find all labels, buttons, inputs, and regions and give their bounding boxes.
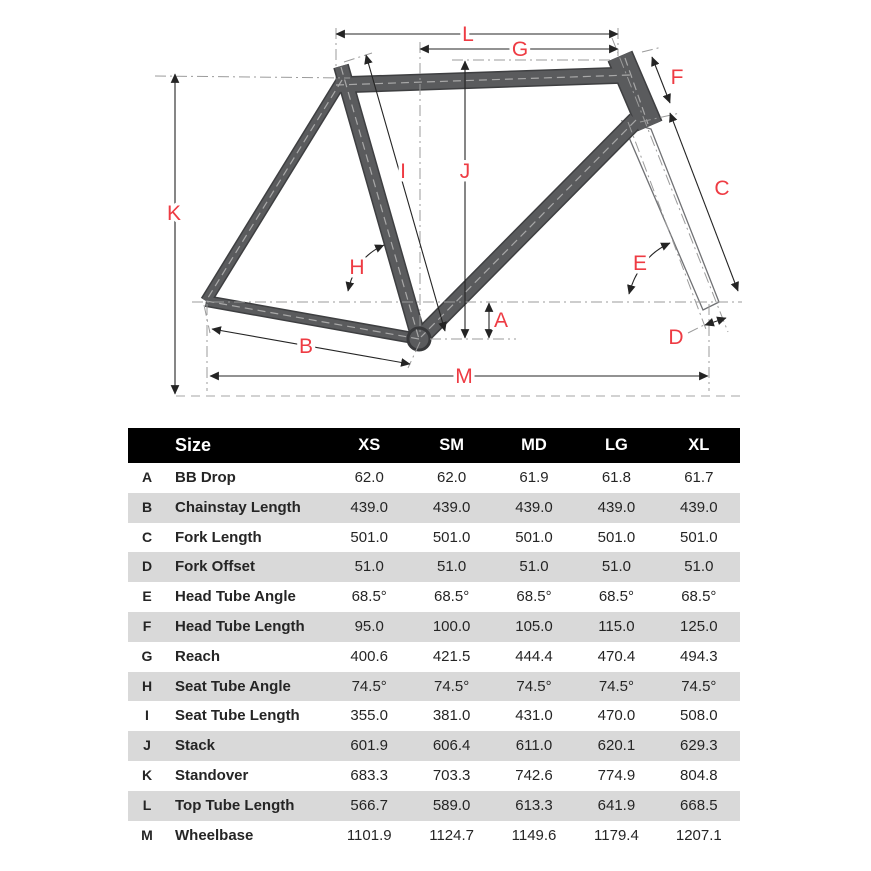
row-value: 421.5 [432, 647, 471, 665]
row-name: Stack [175, 737, 216, 755]
row-value: 61.7 [684, 469, 714, 486]
row-letter: E [142, 588, 152, 605]
row-value: 620.1 [597, 737, 636, 755]
row-value: 431.0 [515, 707, 553, 725]
row-value: 494.3 [680, 647, 718, 665]
dim-label-k: K [166, 202, 182, 225]
row-value: 601.9 [350, 737, 388, 755]
row-value: 1149.6 [511, 826, 557, 844]
row-name: BB Drop [175, 469, 236, 486]
row-name: Chainstay Length [175, 498, 301, 516]
row-value: 444.4 [515, 647, 553, 665]
row-value: 62.0 [354, 469, 384, 486]
row-letter: G [141, 647, 153, 664]
table-row [128, 761, 740, 791]
table-row [128, 463, 740, 493]
row-value: 1124.7 [429, 826, 474, 844]
dim-label-a: A [493, 309, 509, 332]
row-value: 74.5° [351, 677, 387, 695]
row-name: Head Tube Length [175, 617, 305, 635]
table-row [128, 701, 740, 731]
row-letter: J [143, 737, 151, 754]
row-letter: I [145, 707, 149, 724]
row-letter: F [142, 617, 152, 634]
row-value: 381.0 [432, 707, 471, 725]
dim-label-e: E [632, 252, 648, 275]
dim-fork-offset-D [705, 318, 726, 325]
row-letter: C [141, 528, 153, 545]
header-letter-spacer [128, 428, 166, 463]
row-value: 439.0 [680, 498, 718, 516]
table-row [128, 523, 740, 553]
table-row [128, 552, 740, 582]
row-value: 100.0 [432, 617, 471, 635]
dim-label-m: M [455, 365, 473, 388]
row-value: 1101.9 [346, 826, 392, 844]
row-value: 105.0 [515, 617, 553, 635]
row-value: 439.0 [432, 498, 471, 516]
table-row [128, 791, 740, 821]
col-header-xl: XL [688, 436, 710, 454]
row-value: 501.0 [350, 528, 388, 546]
row-value: 68.5° [434, 588, 470, 606]
row-name: Top Tube Length [175, 796, 295, 814]
row-name: Fork Offset [175, 558, 256, 576]
table-row [128, 612, 740, 642]
dim-label-g: G [511, 38, 529, 61]
frame-tubes [206, 56, 650, 350]
row-letter: D [141, 558, 153, 575]
row-value: 566.7 [350, 796, 388, 814]
row-name: Seat Tube Length [175, 707, 300, 725]
head-tube [620, 56, 650, 126]
frame-geometry-diagram [0, 0, 871, 420]
row-value: 115.0 [598, 617, 635, 635]
row-value: 470.4 [597, 647, 636, 665]
table-row [128, 493, 740, 523]
row-letter: L [142, 796, 152, 813]
table-body [128, 463, 740, 850]
table-row [128, 672, 740, 702]
row-value: 61.8 [601, 469, 632, 486]
dim-label-j: J [459, 160, 471, 183]
row-value: 606.4 [432, 737, 471, 755]
row-value: 589.0 [432, 796, 471, 814]
dim-label-c: C [714, 177, 730, 200]
col-header-lg: LG [604, 436, 628, 454]
row-letter: A [141, 469, 153, 485]
dim-label-f: F [670, 66, 684, 89]
row-value: 439.0 [350, 498, 388, 516]
row-name: Fork Length [175, 528, 262, 546]
row-name: Head Tube Angle [175, 588, 296, 606]
row-value: 501.0 [432, 528, 471, 546]
row-value: 62.0 [437, 469, 467, 486]
row-value: 439.0 [597, 498, 636, 516]
table-row [128, 642, 740, 672]
row-value: 51.0 [437, 558, 467, 576]
row-value: 68.5° [598, 588, 635, 606]
col-header-md: MD [521, 436, 547, 454]
row-value: 61.9 [519, 469, 549, 486]
dim-head-tube-F [652, 57, 670, 103]
row-value: 74.5° [434, 677, 470, 695]
row-value: 774.9 [597, 766, 636, 784]
row-name: Reach [175, 647, 221, 665]
row-value: 1207.1 [675, 826, 722, 844]
row-value: 804.8 [680, 766, 718, 784]
row-value: 641.9 [597, 796, 636, 814]
row-value: 683.3 [350, 766, 388, 784]
row-value: 611.0 [515, 737, 553, 755]
dim-label-i: I [400, 160, 406, 183]
row-value: 470.0 [597, 707, 636, 725]
row-value: 1179.4 [594, 826, 639, 844]
row-value: 439.0 [515, 498, 553, 516]
row-value: 501.0 [680, 528, 718, 546]
dim-label-l: L [462, 23, 474, 46]
row-value: 74.5° [598, 677, 635, 695]
dim-label-h: H [349, 256, 365, 279]
table-row [128, 582, 740, 612]
table-row [128, 821, 740, 851]
row-value: 125.0 [680, 617, 718, 635]
row-letter: H [141, 677, 153, 694]
row-value: 400.6 [350, 647, 388, 665]
header-size: Size [175, 435, 212, 455]
row-letter: B [141, 498, 153, 515]
geometry-table [128, 428, 740, 850]
row-name: Standover [175, 766, 249, 784]
row-value: 51.0 [519, 558, 549, 576]
row-value: 95.0 [354, 617, 384, 635]
row-letter: K [141, 766, 153, 783]
row-value: 668.5 [680, 796, 718, 814]
fork-outline [622, 121, 719, 310]
row-value: 51.0 [684, 558, 714, 576]
row-value: 703.3 [432, 766, 471, 784]
row-value: 74.5° [681, 677, 717, 695]
row-value: 613.3 [515, 796, 553, 814]
row-value: 68.5° [516, 588, 552, 606]
row-value: 355.0 [350, 707, 388, 725]
row-value: 742.6 [515, 766, 553, 784]
row-value: 501.0 [597, 528, 636, 546]
seat-stay [206, 80, 342, 301]
dim-label-d: D [668, 326, 684, 349]
row-value: 74.5° [516, 677, 552, 695]
row-value: 51.0 [601, 558, 632, 576]
row-value: 508.0 [680, 707, 718, 725]
row-name: Wheelbase [175, 826, 254, 844]
col-header-xs: XS [358, 436, 381, 454]
row-name: Seat Tube Angle [175, 677, 291, 695]
row-value: 629.3 [680, 737, 718, 755]
col-header-sm: SM [439, 436, 464, 454]
row-value: 51.0 [354, 558, 384, 576]
row-letter: M [141, 826, 153, 843]
row-value: 68.5° [681, 588, 717, 606]
table-header-row [128, 428, 740, 463]
dim-label-b: B [298, 335, 314, 358]
row-value: 68.5° [351, 588, 387, 606]
table-row [128, 731, 740, 761]
row-value: 501.0 [515, 528, 553, 546]
